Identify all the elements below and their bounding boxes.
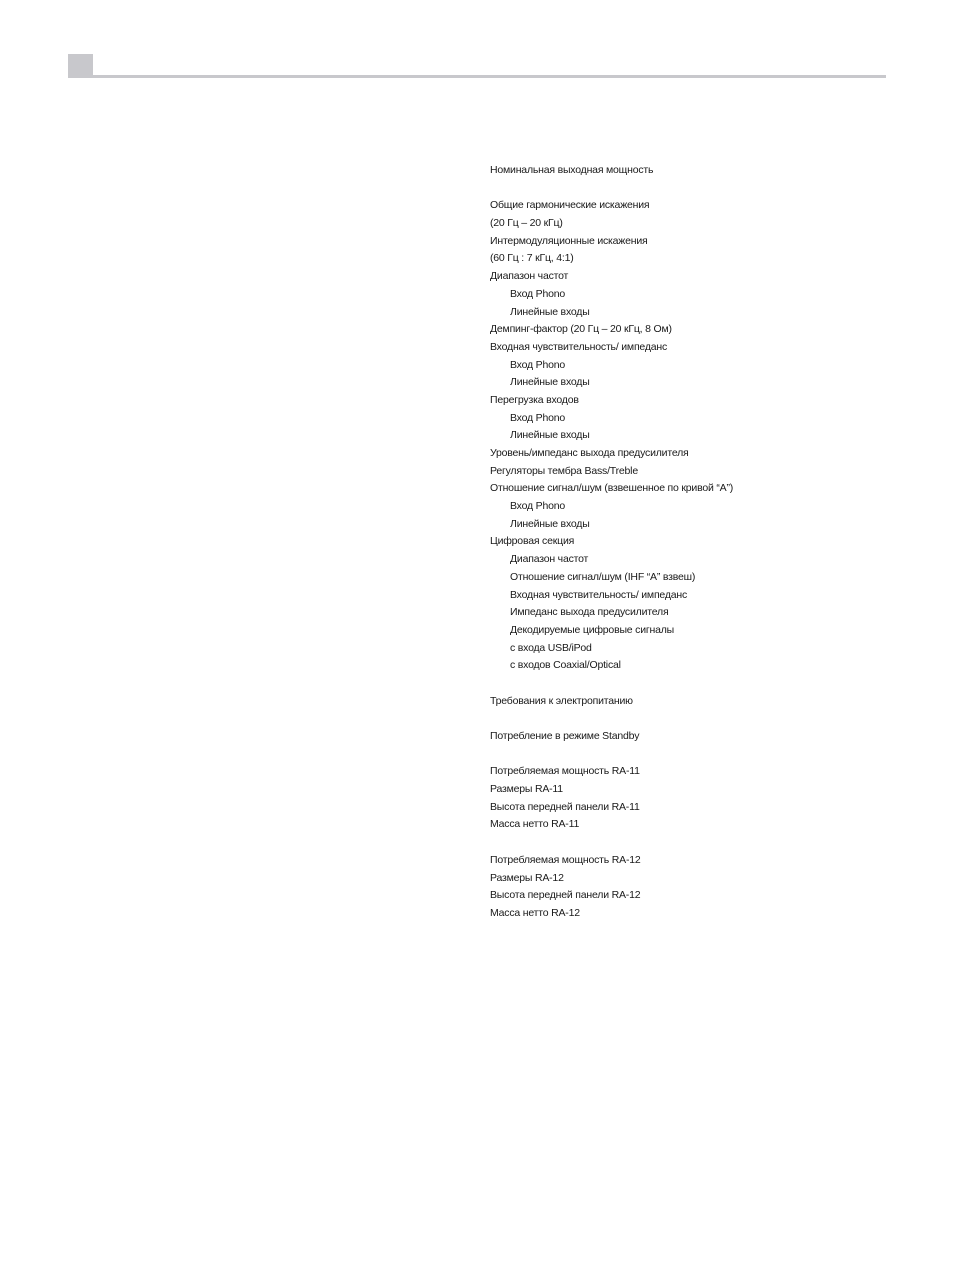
header-rule (68, 75, 886, 78)
spec-spacer (490, 710, 930, 728)
spec-label: Вход Phono (510, 411, 566, 424)
spec-label: Высота передней панели RA-11 (490, 800, 640, 813)
spec-label: Входная чувствительность/ импеданс (490, 340, 668, 353)
spec-label: Линейные входы (510, 429, 590, 442)
spec-label: Вход Phono (510, 287, 566, 300)
spec-label: (20 Гц – 20 кГц) (490, 217, 563, 230)
spec-label: Высота передней панели RA-12 (490, 889, 641, 902)
spec-label: Номинальная выходная мощность (490, 164, 654, 176)
spec-label: с входов Coaxial/Optical (510, 659, 621, 672)
spec-label: Цифровая секция (490, 535, 575, 548)
spec-label: с входа USB/iPod (510, 641, 592, 654)
spec-label: Масса нетто RA-11 (490, 818, 580, 831)
spec-label: Уровень/импеданс выхода предусилителя (490, 447, 689, 459)
spec-label: Регуляторы тембра Bass/Treble (490, 464, 638, 477)
spec-spacer (490, 180, 930, 198)
spec-label: Потребляемая мощность RA-12 (490, 853, 641, 866)
spec-label: (60 Гц : 7 кГц, 4:1) (490, 252, 574, 265)
spec-spacer (490, 834, 930, 852)
spec-label: Входная чувствительность/ импеданс (510, 588, 688, 601)
spec-label: Диапазон частот (490, 270, 569, 283)
spec-list (490, 162, 930, 923)
spec-label: Вход Phono (510, 500, 566, 513)
spec-label: Диапазон частот (510, 553, 589, 566)
spec-label: Потребляемая мощность RA-11 (490, 765, 640, 778)
spec-label: Отношение сигнал/шум (взвешенное по кривой “А”) (490, 482, 734, 495)
spec-label: Линейные входы (510, 517, 590, 530)
spec-label: Перегрузка входов (490, 393, 579, 406)
spec-label: Линейные входы (510, 376, 590, 389)
spec-label: Потребление в режиме Standby (490, 730, 640, 742)
spec-label: Отношение сигнал/шум (IHF “A” взвеш) (510, 570, 696, 583)
spec-label: Общие гармонические искажения (490, 199, 650, 212)
spec-label: Масса нетто RA-12 (490, 906, 580, 919)
spec-spacer (490, 746, 930, 764)
spec-label: Интермодуляционные искажения (490, 234, 648, 247)
spec-label: Размеры RA-12 (490, 871, 564, 884)
spec-label: Импеданс выхода предусилителя (510, 606, 669, 619)
spec-spacer (490, 675, 930, 693)
spec-label: Размеры RA-11 (490, 783, 563, 796)
spec-label: Требования к электропитанию (490, 694, 633, 707)
spec-label: Вход Phono (510, 358, 566, 371)
spec-label: Демпинг-фактор (20 Гц – 20 кГц, 8 Ом) (490, 323, 672, 336)
spec-label: Декодируемые цифровые сигналы (510, 623, 675, 636)
spec-label: Линейные входы (510, 305, 590, 318)
